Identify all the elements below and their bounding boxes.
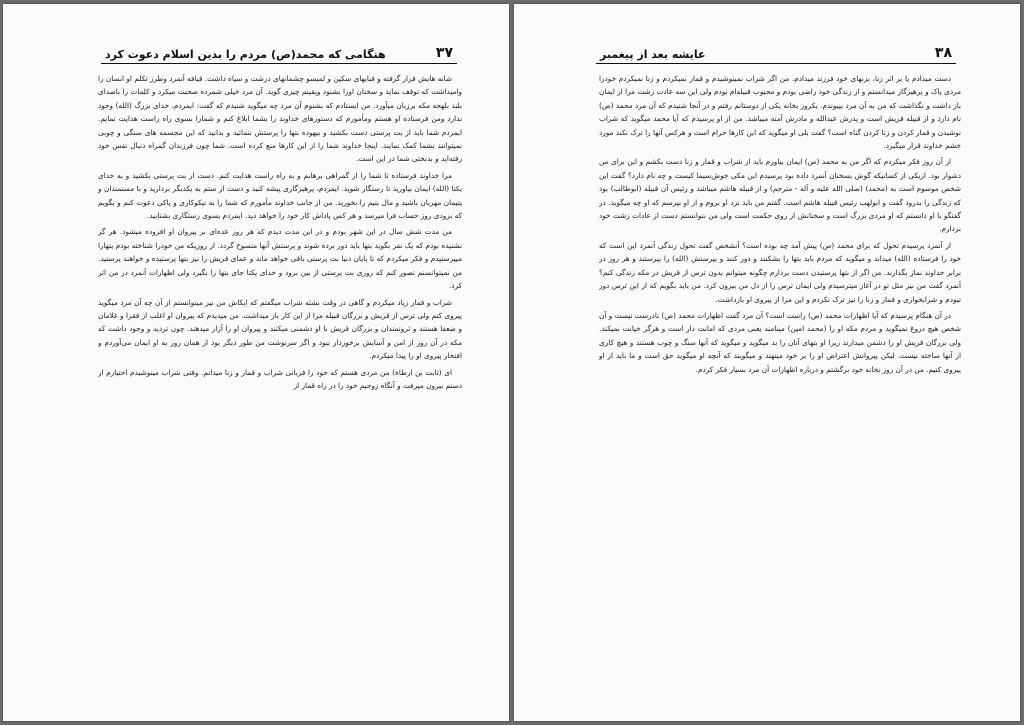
right-page-body: [599, 72, 961, 522]
right-running-title: عایشه بعد از پیغمبر: [600, 48, 706, 61]
paragraph: شراب و قمار زیاد میکردم و گاهی در وقت نشئه شراب میگفتم که ایکاش من نیز میتوانستم از آن چه آن مرد میگوید پیروی کنم ولی ترس از قریش و بزرگان قبیله مرا از این کار باز میداشت. من میدیدم که پیروان او اغلب از فقرا و غلامان و ضعفا هستند و ثروتمندان و بزرگان قریش با او دشمنی میکنند و پیروان او را آزار میدهند. چون تردید و وجود داشت که مکه در آن روز از امن و آسایش برخوردار نبود و اگر سرنوشت من طور دیگر بود از همان روز به او ایمان می‌آوردم و افتخار پیروی او را پیدا میکردم.: [98, 297, 462, 361]
paragraph: از آن روز فکر میکردم که اگر من به محمد (ص) ایمان بیاورم باید از شراب و قمار و زنا دست بکشم و این برای من دشوار بود. ازیکی از کسانیکه گوش بسخنان آنمرد داده بود پرسیدم این مکی خوش‌سیما کیست و چه نام دارد؟ گفت این شخص موسوم است به (محمد) (صلی الله علیه و آله - مترجم) و از قبیله هاشم میباشد و رئیس آن قبیله (ابوطالب) بود که زندگی را بدرود گفت و ابولهب رئیس قبیله هاشم است. گفتم من باید نزد او بروم و از او بپرسم که او چه میگوید. در گفتگو با او دانستم که او مردی بزرگ است و سخنانش از روی حکمت است ولی من نتوانستم دست از عادات زشت خود بردارم.: [599, 157, 961, 234]
left-page: [3, 4, 509, 721]
paragraph: ای (ثابت بن ارطاة) من مردی هستم که خود را قربانی شراب و قمار و زنا میدانم. وقتی شراب مینوشیدم اختیارم از دستم بیرون میرفت و آنگاه زوجیم خود را در راه قمار از: [98, 367, 462, 390]
paragraph: از آنمرد پرسیدم تحول که برای محمد (ص) پیش آمد چه بوده است؟ آنشخص گفت تحول زندگی آنمرد این است که خود را فرستاده (الله) میداند و میگوید که مردم باید بتها را بشکنند و دور کنند و بپرستش (الله) را بپرستند و هر روز در برابر خداوند نماز بگذارند. من اگر از بتها پرستیدن دست بردارم چگونه میتوانم بدون ترس از قریش در مکه زندگی کنم؟ آنمرد گفت من نیز مثل تو در آغاز میترسیدم ولی ایمان ترس را از دل من بیرون کرد. من باید بگویم که از این ترس دور نبودم و شرابخواری و قمار و زنا را نیز ترک نکردم و این مرا از پیروی او بازداشت.: [599, 240, 961, 304]
paragraph: مرا خداوند فرستاده تا شما را از گمراهی برهانم و به راه راست هدایت کنم. دست از بت پرستی بکشید و به خدای یکتا (الله) ایمان بیاورید تا رستگار شوید. ایمردم، پرهیزگاری پیشه کنید و دست از ستم به یکدیگر بردارید و با مستمندان و یتیمان مهربان باشید و مال یتیم را نخورید. من از جانب خداوند مأمورم که شما را به نیکوکاری و پاکی دعوت کنم و بگویم که بزودی روز حساب فرا میرسد و هر کس پاداش کار خود را خواهد دید. ایمردم بسوی رستگاری بشتابید.: [98, 170, 462, 221]
paragraph: در آن هنگام پرسیدم که آیا اظهارات محمد (ص) راست است؟ آن مرد گفت اظهارات محمد (ص) نادرست نیست و آن شخص هیچ دروغ نمیگوید و مردم مکه او را (محمد امین) مینامند یعنی مردی که امانت دار است و هرگز خیانت نمیکند. ولی بزرگان قریش او را دشمن میدارند زیرا او بتهای آنان را بد میگوید و میگوید که آنها سنگ و چوب هستند و هیچ کاری از آنها ساخته نیست. لیکن پیروانش اعتراض او را بر خود مینهند و میگویند که آنچه او میگوید حق است و ما باید از او پیروی کنیم. من در آن روز بخانه خود برگشتم و درباره اظهارات آن مرد بسیار فکر کردم.: [599, 310, 961, 374]
right-page-number: ۳۸: [934, 45, 952, 61]
paragraph: من مدت شش سال در این شهر بودم و در این مدت دیدم که هر روز عده‌ای بر پیروان او افزوده میشود. هر گز نشنیده بودم که یک نفر بگوید بتها باید دور برده شوند و پرستش آنها منسوخ گردد. از روزیکه من خودرا شناخته بودم بتهارا میپرستیدم و فکر میکردم که تا پایان دنیا بت پرستی باقی خواهد ماند و عمای قریش را نیز بتها پرستیده و خواهند پرستید. من نمیتوانستم تصور کنم که روزی بت پرستی از بین برود و خدای یکتا جای بتها را بگیرد ولی اظهارات آنمرد در من اثر کرد.: [98, 227, 462, 291]
right-page-header: [596, 42, 956, 64]
right-page: [514, 4, 1020, 721]
left-page-header: [101, 42, 457, 64]
left-running-title: هنگامی که محمد(ص) مردم را بدین اسلام دعوت کرد: [105, 48, 386, 61]
left-page-number: ۳۷: [435, 45, 453, 61]
paragraph: دست میدادم یا بر اثر زنا، بزنهای خود فرزند میدادم. من اگر شراب نمینوشیدم و قمار نمیکردم و زنا نمیکردم خودرا مردی پاک و پرهیزگار میدانستم و از زندگی خود راضی بودم و محبوب قبیله‌ام بودم ولی این سه عادت زشت مرا از ایمان باز داشت و نگذاشت که من به آن مرد بپیوندم. یکروز بخانه یکی از دوستانم رفتم و در آنجا شنیدم که آن مرد محمد (ص) نام دارد و از قبیله قریش است و پدرش عبدالله و مادرش آمنه میباشد. من از او پرسیدم که آیا محمد میگوید که شراب نوشیدن و قمار کردن و زنا کردن گناه است؟ گفت بلی او میگوید که این کارها حرام است و هرکس آنها را ترک نکند مورد خشم خداوند قرار میگیرد.: [599, 74, 961, 151]
left-page-body: [98, 72, 462, 502]
paragraph: شانه هایش قرار گرفته و قبایهای سکین و لمیسو چشمانهای درشت و سیاه داشت. قیافه آنمرد وطرز تکلم او انسان را وامیداشت که توقف نماید و سخنان اورا بشنود ویقینم چیزی گوید. آن مرد خیلی شمرده صحبت میکرد و کلمات را باصدای بلند بلهجه مکه برزبان میآورد. من ایستادم که بشنوم آن مرد چه میگوید شنیدم که گفت: ایمردم، خدای بزرگ (الله) وجود ندارد ومن فرستاده او هستم ومأمورم که دستورهای خداوند را بشما ابلاغ کنم و شمارا بسوی راه راست هدایت نمایم. ایمردم شما باید از بت پرستی دست بکشید و بیهوده بتها را پرستش ننمائید و بدانید که این مجسمه های سنگی و چوبی نمیتوانند بشما کمک نمایند. اینجا خداوند شما را از این کارها منع کرده است. شما چون فرزندان گمراه دنبال نفس خود رفته‌اید و بدبختی شما در این است.: [98, 74, 462, 164]
